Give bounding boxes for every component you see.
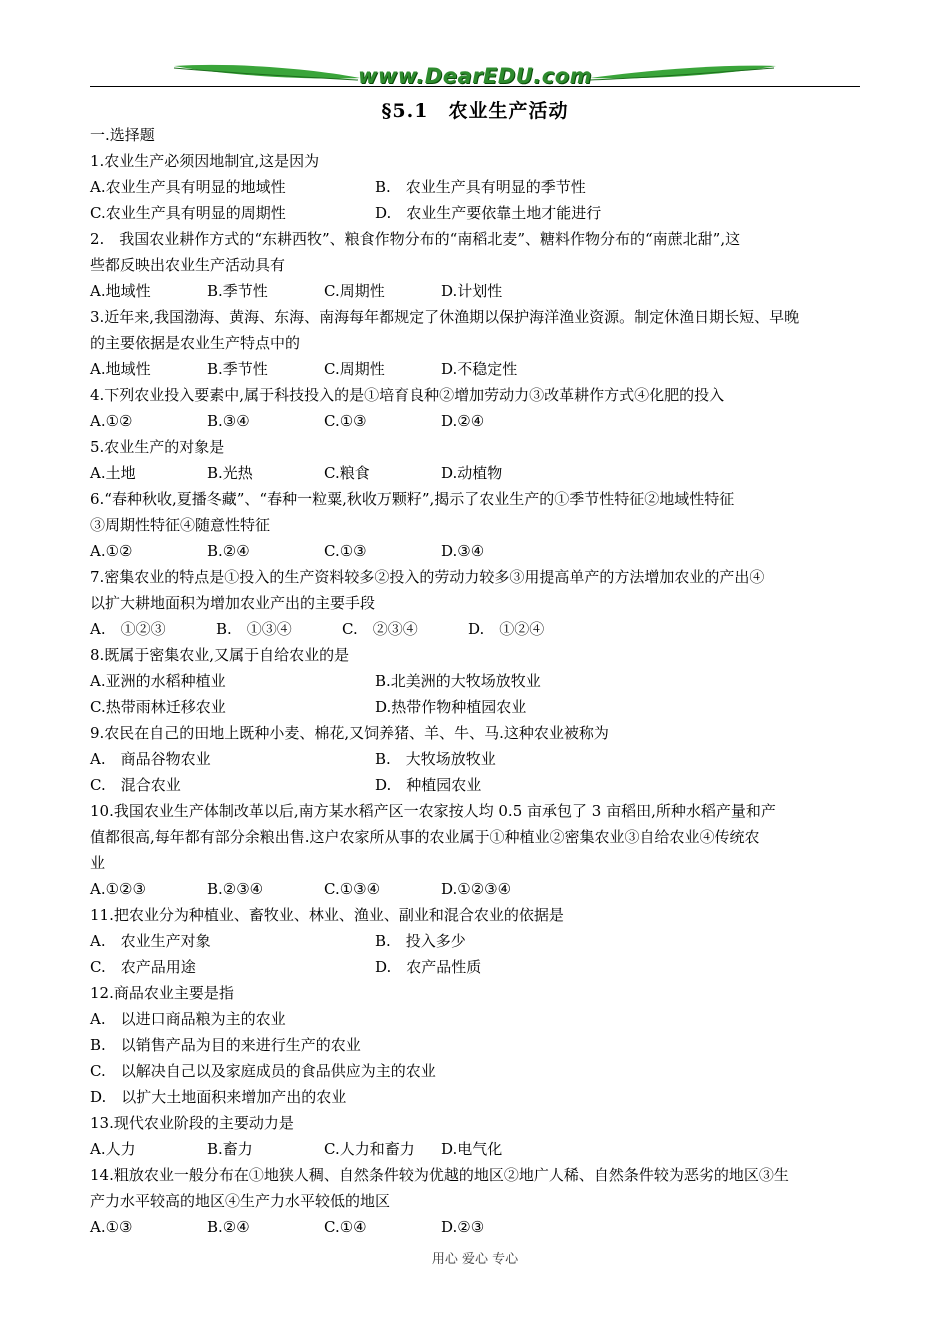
question-stem: ③周期性特征④随意性特征: [90, 516, 271, 534]
answer-option: A.亚洲的水稻种植业: [90, 672, 226, 690]
answer-option: B.②④: [207, 1218, 250, 1236]
option-row: [90, 1214, 862, 1240]
answer-option: B.②③④: [207, 880, 264, 898]
option-row: [90, 616, 862, 642]
answer-option: C.粮食: [324, 464, 370, 482]
answer-option: D.热带作物种植园农业: [375, 698, 527, 716]
answer-option: D.①②③④: [441, 880, 512, 898]
question-stem: 9.农民在自己的田地上既种小麦、棉花,又饲养猪、羊、牛、马.这种农业被称为: [90, 724, 609, 742]
question-stem: 4.下列农业投入要素中,属于科技投入的是①培育良种②增加劳动力③改革耕作方式④化肥的投入: [90, 386, 725, 404]
answer-option: C. 混合农业: [90, 776, 181, 794]
question-stem: 10.我国农业生产体制改革以后,南方某水稻产区一农家按人均 0.5 亩承包了 3 亩稻田,所种水稻产量和产: [90, 802, 776, 820]
question-stem: 12.商品农业主要是指: [90, 984, 234, 1002]
answer-option: D. 农产品性质: [375, 958, 482, 976]
option-row: [90, 278, 862, 304]
option-row: [90, 1058, 862, 1084]
answer-option: A.人力: [90, 1140, 136, 1158]
option-row: [90, 460, 862, 486]
option-row: [90, 668, 862, 694]
option-row: [90, 694, 862, 720]
answer-option: D.动植物: [441, 464, 503, 482]
page-footer: 用心 爱心 专心: [431, 1252, 519, 1267]
answer-option: B.③④: [207, 412, 250, 430]
answer-option: D. 以扩大土地面积来增加产出的农业: [90, 1088, 347, 1106]
answer-option: B.季节性: [207, 282, 268, 300]
answer-option: A.地域性: [90, 360, 151, 378]
question-stem: 1.农业生产必须因地制宜,这是因为: [90, 152, 320, 170]
answer-option: C.①④: [324, 1218, 367, 1236]
answer-option: B.光热: [207, 464, 253, 482]
answer-option: A. 以进口商品粮为主的农业: [90, 1010, 286, 1028]
answer-option: A.地域性: [90, 282, 151, 300]
answer-option: B.北美洲的大牧场放牧业: [375, 672, 541, 690]
answer-option: D.②④: [441, 412, 485, 430]
answer-option: D. 农业生产要依靠土地才能进行: [375, 204, 602, 222]
question-stem: 11.把农业分为种植业、畜牧业、林业、渔业、副业和混合农业的依据是: [90, 906, 564, 924]
question-stem: 些都反映出农业生产活动具有: [90, 256, 286, 274]
page-header: [90, 60, 860, 94]
option-row: [90, 876, 862, 902]
answer-option: B. 农业生产具有明显的季节性: [375, 178, 586, 196]
question-list: [90, 122, 862, 1240]
answer-option: C.农业生产具有明显的周期性: [90, 204, 286, 222]
answer-option: C.人力和畜力: [324, 1140, 415, 1158]
question-stem: 的主要依据是农业生产特点中的: [90, 334, 301, 352]
site-logo: www.DearEDU.com: [357, 64, 593, 88]
option-row: [90, 1136, 862, 1162]
answer-option: B.季节性: [207, 360, 268, 378]
answer-option: B. 大牧场放牧业: [375, 750, 496, 768]
answer-option: C.①③: [324, 542, 367, 560]
answer-option: D.③④: [441, 542, 485, 560]
answer-option: A.土地: [90, 464, 136, 482]
answer-option: D.不稳定性: [441, 360, 518, 378]
answer-option: C. 农产品用途: [90, 958, 196, 976]
answer-option: B.畜力: [207, 1140, 253, 1158]
answer-option: D. ①②④: [468, 620, 545, 638]
question-stem: 6.“春种秋收,夏播冬藏”、“春种一粒粟,秋收万颗籽”,揭示了农业生产的①季节性特征②地域性特征: [90, 490, 735, 508]
option-row: [90, 174, 862, 200]
answer-option: D.电气化: [441, 1140, 503, 1158]
question-stem: 14.粗放农业一般分布在①地狭人稠、自然条件较为优越的地区②地广人稀、自然条件较为恶劣的地区③生: [90, 1166, 789, 1184]
answer-option: C.①③: [324, 412, 367, 430]
option-row: [90, 1006, 862, 1032]
answer-option: B. ①③④: [216, 620, 292, 638]
option-row: [90, 408, 862, 434]
answer-option: A.①②: [90, 412, 133, 430]
answer-option: B.②④: [207, 542, 250, 560]
question-stem: 2. 我国农业耕作方式的“东耕西牧”、粮食作物分布的“南稻北麦”、糖料作物分布的“南蔗北甜”,这: [90, 230, 741, 248]
answer-option: D. 种植园农业: [375, 776, 482, 794]
answer-option: C. 以解决自己以及家庭成员的食品供应为主的农业: [90, 1062, 436, 1080]
option-row: [90, 954, 862, 980]
answer-option: A.农业生产具有明显的地域性: [90, 178, 286, 196]
answer-option: C.①③④: [324, 880, 381, 898]
option-row: [90, 746, 862, 772]
question-stem: 值都很高,每年都有部分余粮出售.这户农家所从事的农业属于①种植业②密集农业③自给农业④传统农: [90, 828, 760, 846]
answer-option: A. 商品谷物农业: [90, 750, 211, 768]
option-row: [90, 1032, 862, 1058]
answer-option: C.周期性: [324, 360, 385, 378]
question-stem: 3.近年来,我国渤海、黄海、东海、南海每年都规定了休渔期以保护海洋渔业资源。制定休渔日期长短、早晚: [90, 308, 800, 326]
question-stem: 13.现代农业阶段的主要动力是: [90, 1114, 294, 1132]
answer-option: A.①③: [90, 1218, 133, 1236]
option-row: [90, 772, 862, 798]
question-stem: 以扩大耕地面积为增加农业产出的主要手段: [90, 594, 376, 612]
question-stem: 5.农业生产的对象是: [90, 438, 225, 456]
answer-option: A.①②: [90, 542, 133, 560]
answer-option: C.热带雨林迁移农业: [90, 698, 226, 716]
answer-option: D.计划性: [441, 282, 503, 300]
answer-option: A. ①②③: [90, 620, 166, 638]
question-stem: 业: [90, 854, 106, 872]
option-row: [90, 1084, 862, 1110]
answer-option: A. 农业生产对象: [90, 932, 211, 950]
option-row: [90, 356, 862, 382]
answer-option: C.周期性: [324, 282, 385, 300]
question-stem: 8.既属于密集农业,又属于自给农业的是: [90, 646, 350, 664]
option-row: [90, 928, 862, 954]
answer-option: B. 以销售产品为目的来进行生产的农业: [90, 1036, 361, 1054]
section-heading: 一.选择题: [90, 126, 155, 144]
question-stem: 7.密集农业的特点是①投入的生产资料较多②投入的劳动力较多③用提高单产的方法增加农业的产出④: [90, 568, 765, 586]
answer-option: B. 投入多少: [375, 932, 466, 950]
answer-option: A.①②③: [90, 880, 146, 898]
page-title: §5.1 农业生产活动: [381, 100, 569, 122]
answer-option: C. ②③④: [342, 620, 418, 638]
answer-option: D.②③: [441, 1218, 485, 1236]
option-row: [90, 200, 862, 226]
option-row: [90, 538, 862, 564]
question-stem: 产力水平较高的地区④生产力水平较低的地区: [90, 1192, 391, 1210]
header-rule: [90, 86, 860, 87]
